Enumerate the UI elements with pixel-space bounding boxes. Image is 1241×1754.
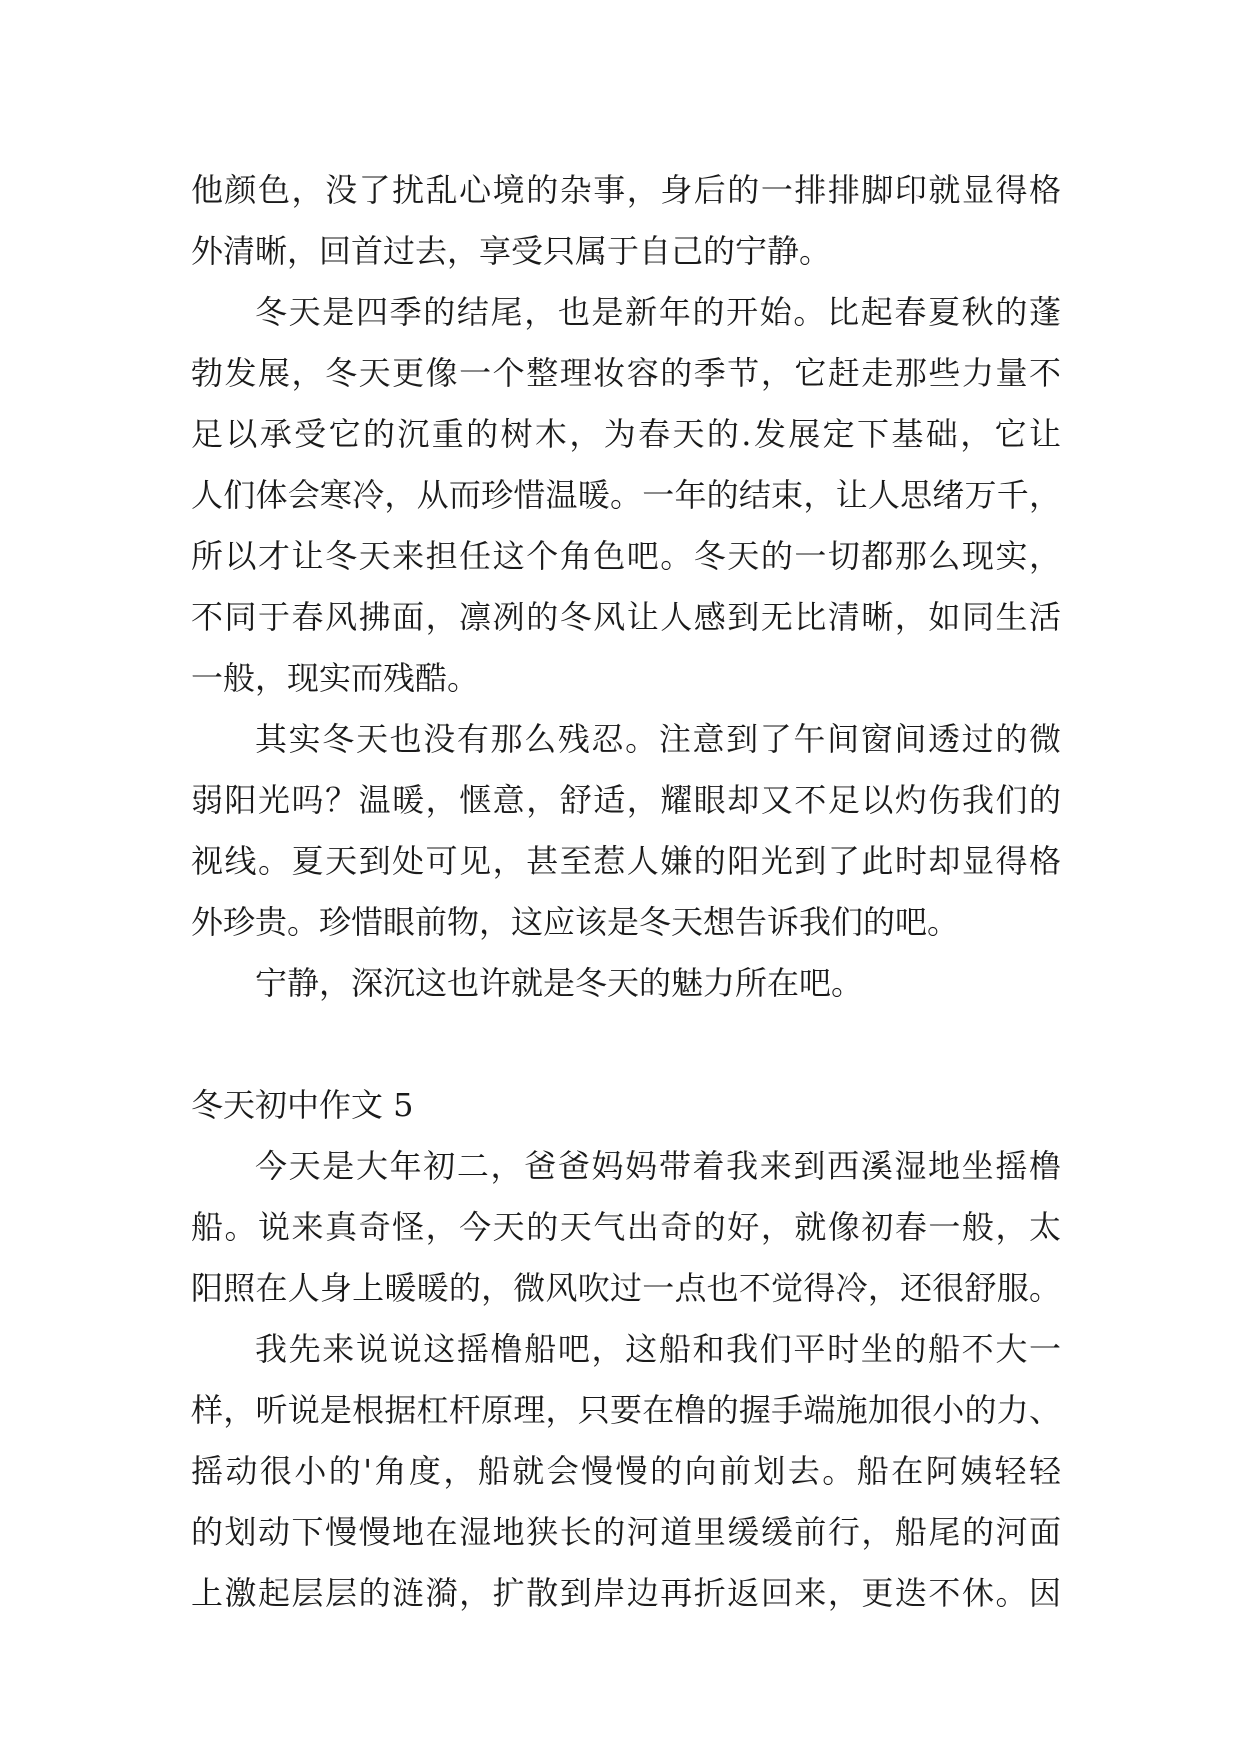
text-line: 今天是大年初二，爸爸妈妈带着我来到西溪湿地坐摇橹 bbox=[255, 1147, 1061, 1185]
section-heading: 冬天初中作文 5 bbox=[191, 1086, 414, 1124]
text-line: 船。说来真奇怪，今天的天气出奇的好，就像初春一般，太 bbox=[191, 1208, 1061, 1246]
section-gap bbox=[191, 1014, 1061, 1075]
text-line: 其实冬天也没有那么残忍。注意到了午间窗间透过的微 bbox=[255, 720, 1061, 758]
text-line: 视线。夏天到处可见，甚至惹人嫌的阳光到了此时却显得格 bbox=[191, 842, 1061, 880]
text-line: 的划动下慢慢地在湿地狭长的河道里缓缓前行，船尾的河面 bbox=[191, 1513, 1061, 1551]
document-body bbox=[191, 160, 1061, 1624]
text-line: 弱阳光吗？温暖，惬意，舒适，耀眼却又不足以灼伤我们的 bbox=[191, 781, 1061, 819]
text-line: 勃发展，冬天更像一个整理妆容的季节，它赶走那些力量不 bbox=[191, 354, 1061, 392]
text-line: 外清晰，回首过去，享受只属于自己的宁静。 bbox=[191, 232, 832, 270]
text-line: 他颜色，没了扰乱心境的杂事，身后的一排排脚印就显得格 bbox=[191, 171, 1061, 209]
text-line: 阳照在人身上暖暖的，微风吹过一点也不觉得冷，还很舒服。 bbox=[191, 1269, 1061, 1307]
text-line: 所以才让冬天来担任这个角色吧。冬天的一切都那么现实， bbox=[191, 537, 1061, 575]
text-line: 一般，现实而残酷。 bbox=[191, 659, 480, 697]
text-line: 不同于春风拂面，凛冽的冬风让人感到无比清晰，如同生活 bbox=[191, 598, 1061, 636]
text-line: 我先来说说这摇橹船吧，这船和我们平时坐的船不大一 bbox=[255, 1330, 1061, 1368]
text-line: 摇动很小的'角度，船就会慢慢的向前划去。船在阿姨轻轻 bbox=[191, 1452, 1061, 1490]
text-line: 足以承受它的沉重的树木，为春天的.发展定下基础，它让 bbox=[191, 415, 1061, 453]
text-line: 外珍贵。珍惜眼前物，这应该是冬天想告诉我们的吧。 bbox=[191, 903, 960, 941]
text-line: 宁静，深沉这也许就是冬天的魅力所在吧。 bbox=[255, 964, 864, 1002]
text-line: 样，听说是根据杠杆原理，只要在橹的握手端施加很小的力、 bbox=[191, 1391, 1061, 1429]
text-line: 上激起层层的涟漪，扩散到岸边再折返回来，更迭不休。因 bbox=[191, 1574, 1061, 1612]
text-line: 人们体会寒冷，从而珍惜温暖。一年的结束，让人思绪万千， bbox=[191, 476, 1061, 514]
text-line: 冬天是四季的结尾，也是新年的开始。比起春夏秋的蓬 bbox=[255, 293, 1061, 331]
